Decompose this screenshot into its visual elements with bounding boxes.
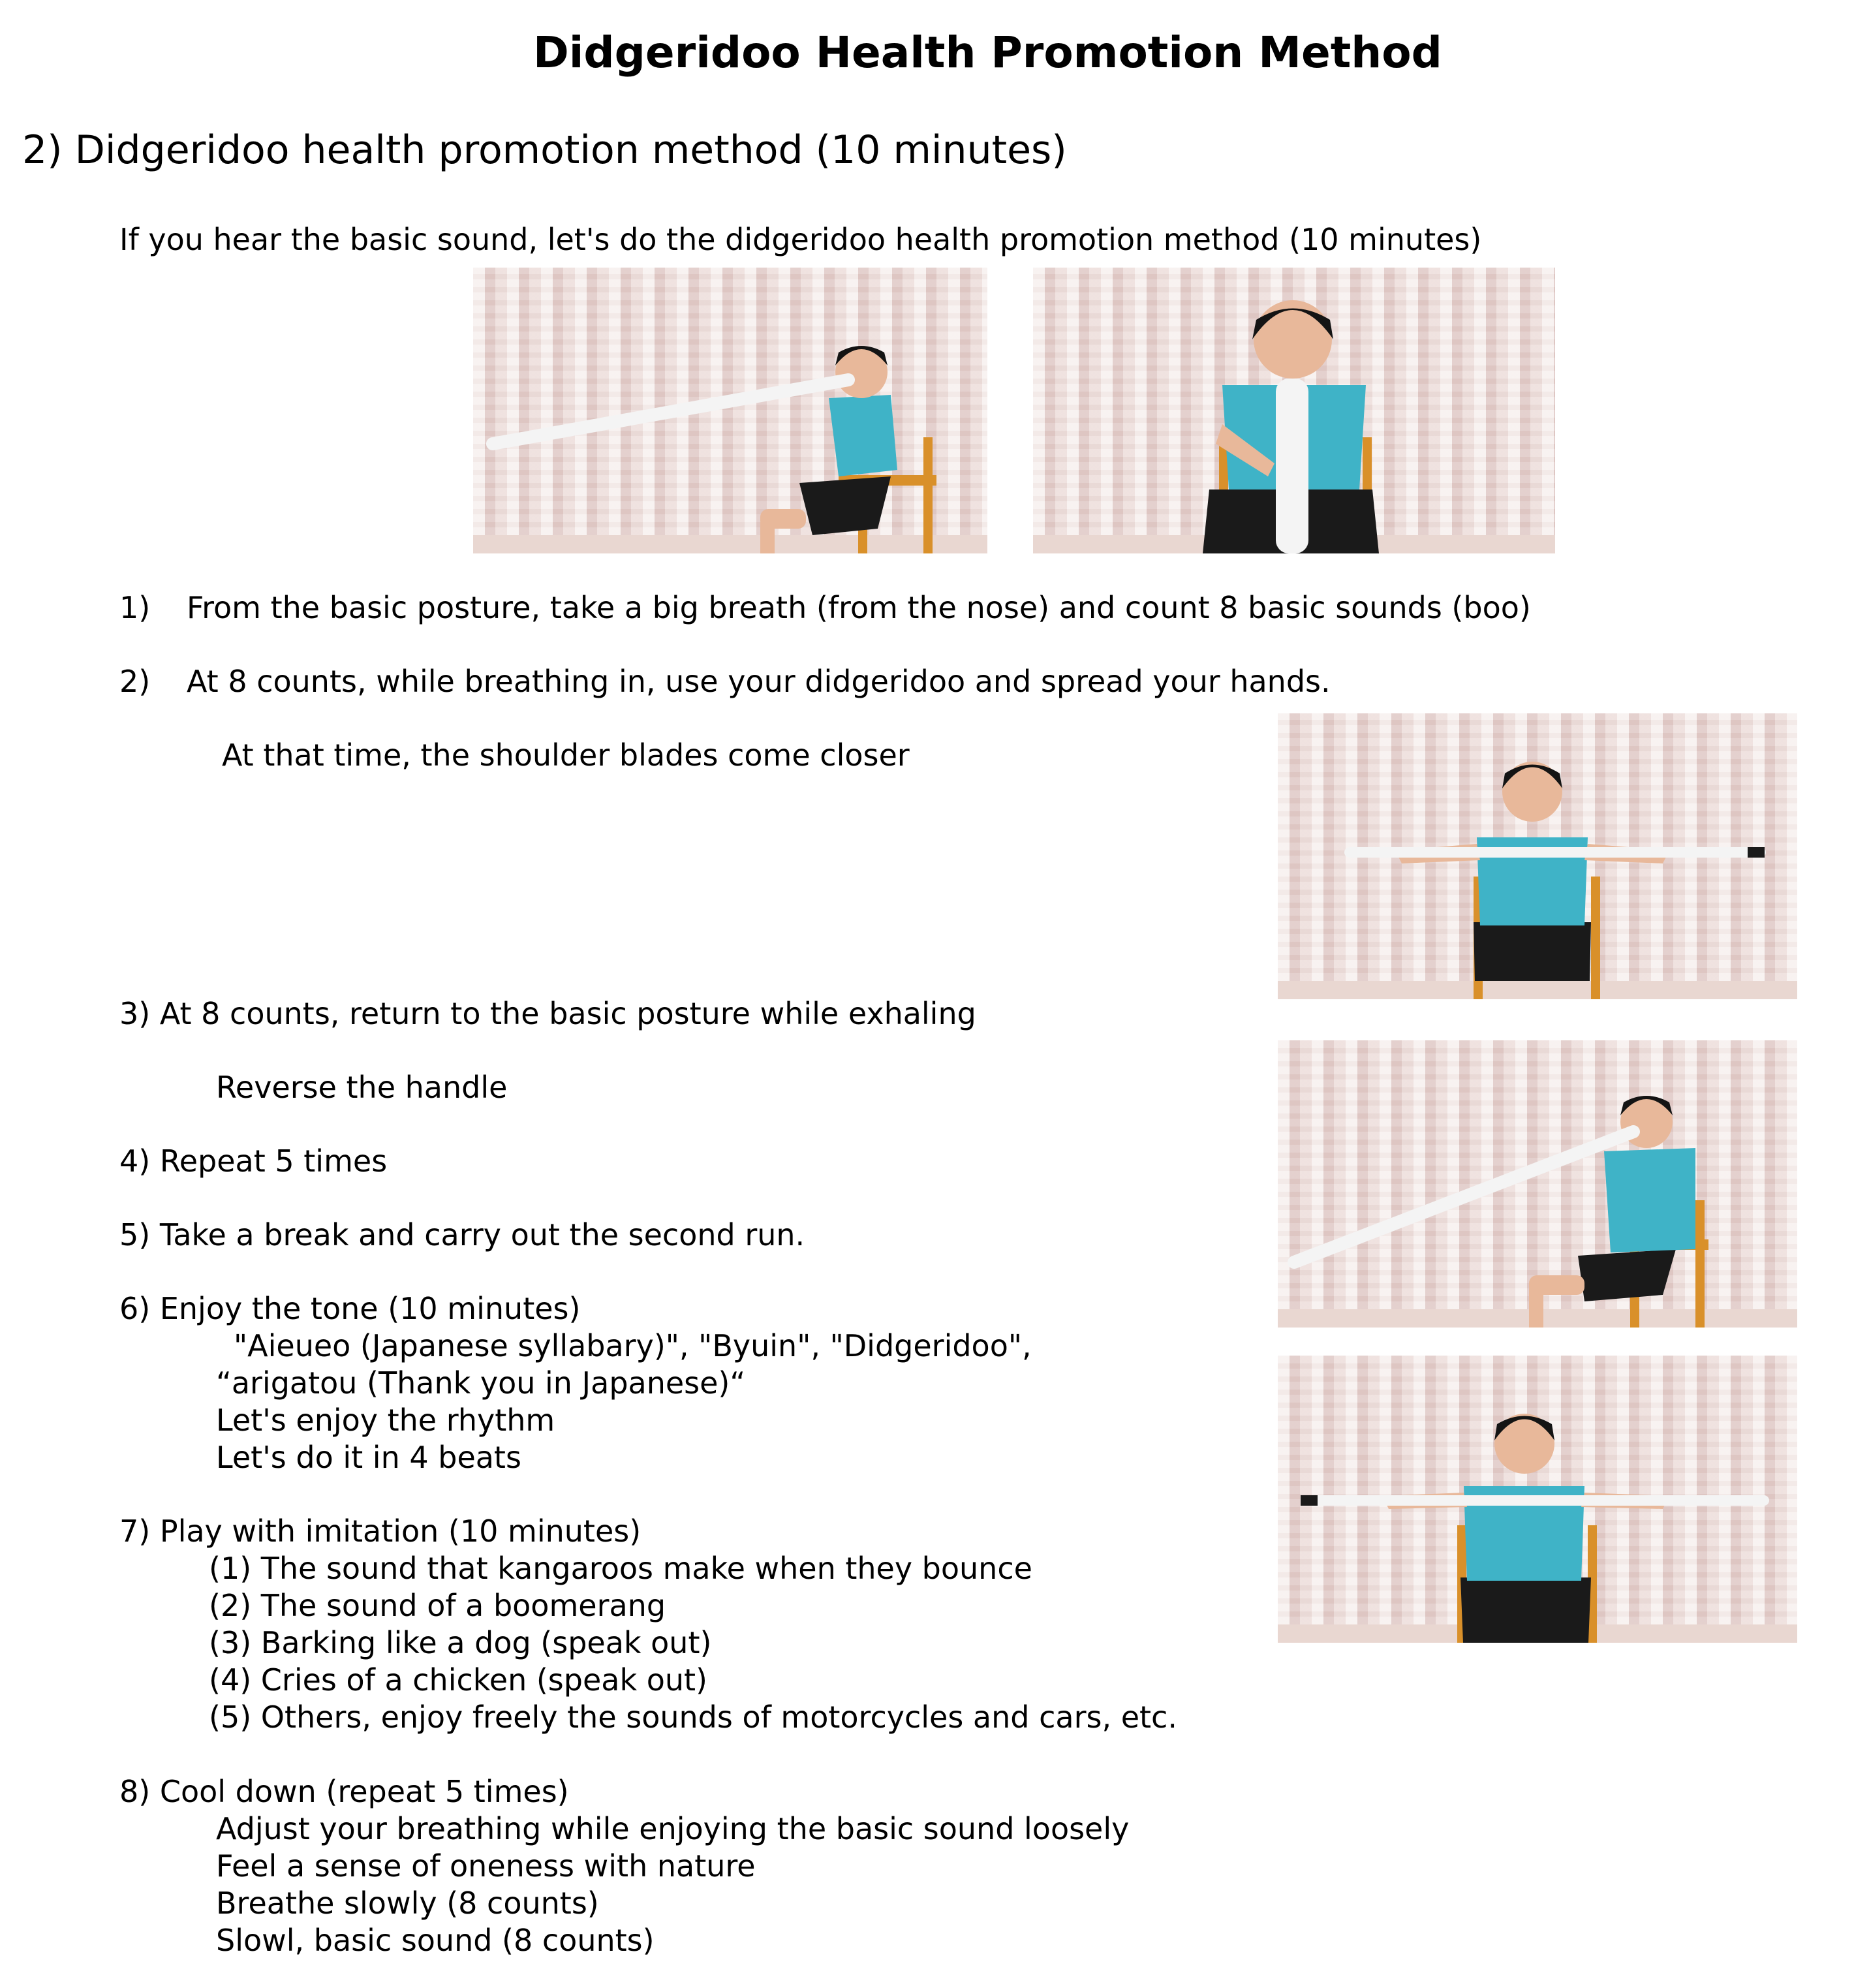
intro-text: If you hear the basic sound, let's do the didgeridoo health promotion method (10 minutes) (119, 222, 1482, 257)
photo-pipe-shoulders (1278, 713, 1797, 999)
step-8-text: 8) Cool down (repeat 5 times) (119, 1774, 569, 1809)
step-1-number: 1) (119, 590, 151, 625)
step-7-text: 7) Play with imitation (10 minutes) (119, 1514, 641, 1549)
page-title: Didgeridoo Health Promotion Method (533, 27, 1442, 78)
step-6-line: Let's do it in 4 beats (216, 1440, 521, 1475)
step-6-line: "Aieueo (Japanese syllabary)", "Byuin", "Didgeridoo", (234, 1328, 1032, 1363)
step-2-subtext: At that time, the shoulder blades come closer (222, 738, 910, 773)
step-4-text: 4) Repeat 5 times (119, 1143, 388, 1179)
step-7-line: (1) The sound that kangaroos make when they bounce (209, 1551, 1032, 1586)
step-7-line: (3) Barking like a dog (speak out) (209, 1625, 712, 1660)
step-1-text: From the basic posture, take a big breath (from the nose) and count 8 basic sounds (boo) (187, 590, 1531, 625)
step-8-line: Adjust your breathing while enjoying the basic sound loosely (216, 1811, 1130, 1846)
section-heading: 2) Didgeridoo health promotion method (10 minutes) (22, 127, 1067, 173)
photo-front-playing (1033, 268, 1555, 553)
step-8-line: Breathe slowly (8 counts) (216, 1886, 599, 1921)
photo-side-angled (1278, 1040, 1797, 1328)
step-2-number: 2) (119, 664, 151, 699)
step-3-text: 3) At 8 counts, return to the basic posture while exhaling (119, 996, 976, 1031)
step-7-line: (2) The sound of a boomerang (209, 1588, 666, 1623)
step-3-subtext: Reverse the handle (216, 1070, 508, 1105)
step-2-text: At 8 counts, while breathing in, use your didgeridoo and spread your hands. (187, 664, 1331, 699)
step-6-line: Let's enjoy the rhythm (216, 1403, 555, 1438)
step-8-line: Feel a sense of oneness with nature (216, 1848, 756, 1884)
step-7-line: (4) Cries of a chicken (speak out) (209, 1662, 707, 1698)
step-6-line: “arigatou (Thank you in Japanese)“ (216, 1365, 746, 1401)
photo-side-playing (473, 268, 987, 553)
photo-pipe-reversed (1278, 1356, 1797, 1643)
step-6-text: 6) Enjoy the tone (10 minutes) (119, 1291, 581, 1326)
step-8-line: Slowl, basic sound (8 counts) (216, 1923, 655, 1958)
step-5-text: 5) Take a break and carry out the second run. (119, 1217, 805, 1252)
step-7-line: (5) Others, enjoy freely the sounds of motorcycles and cars, etc. (209, 1700, 1177, 1735)
